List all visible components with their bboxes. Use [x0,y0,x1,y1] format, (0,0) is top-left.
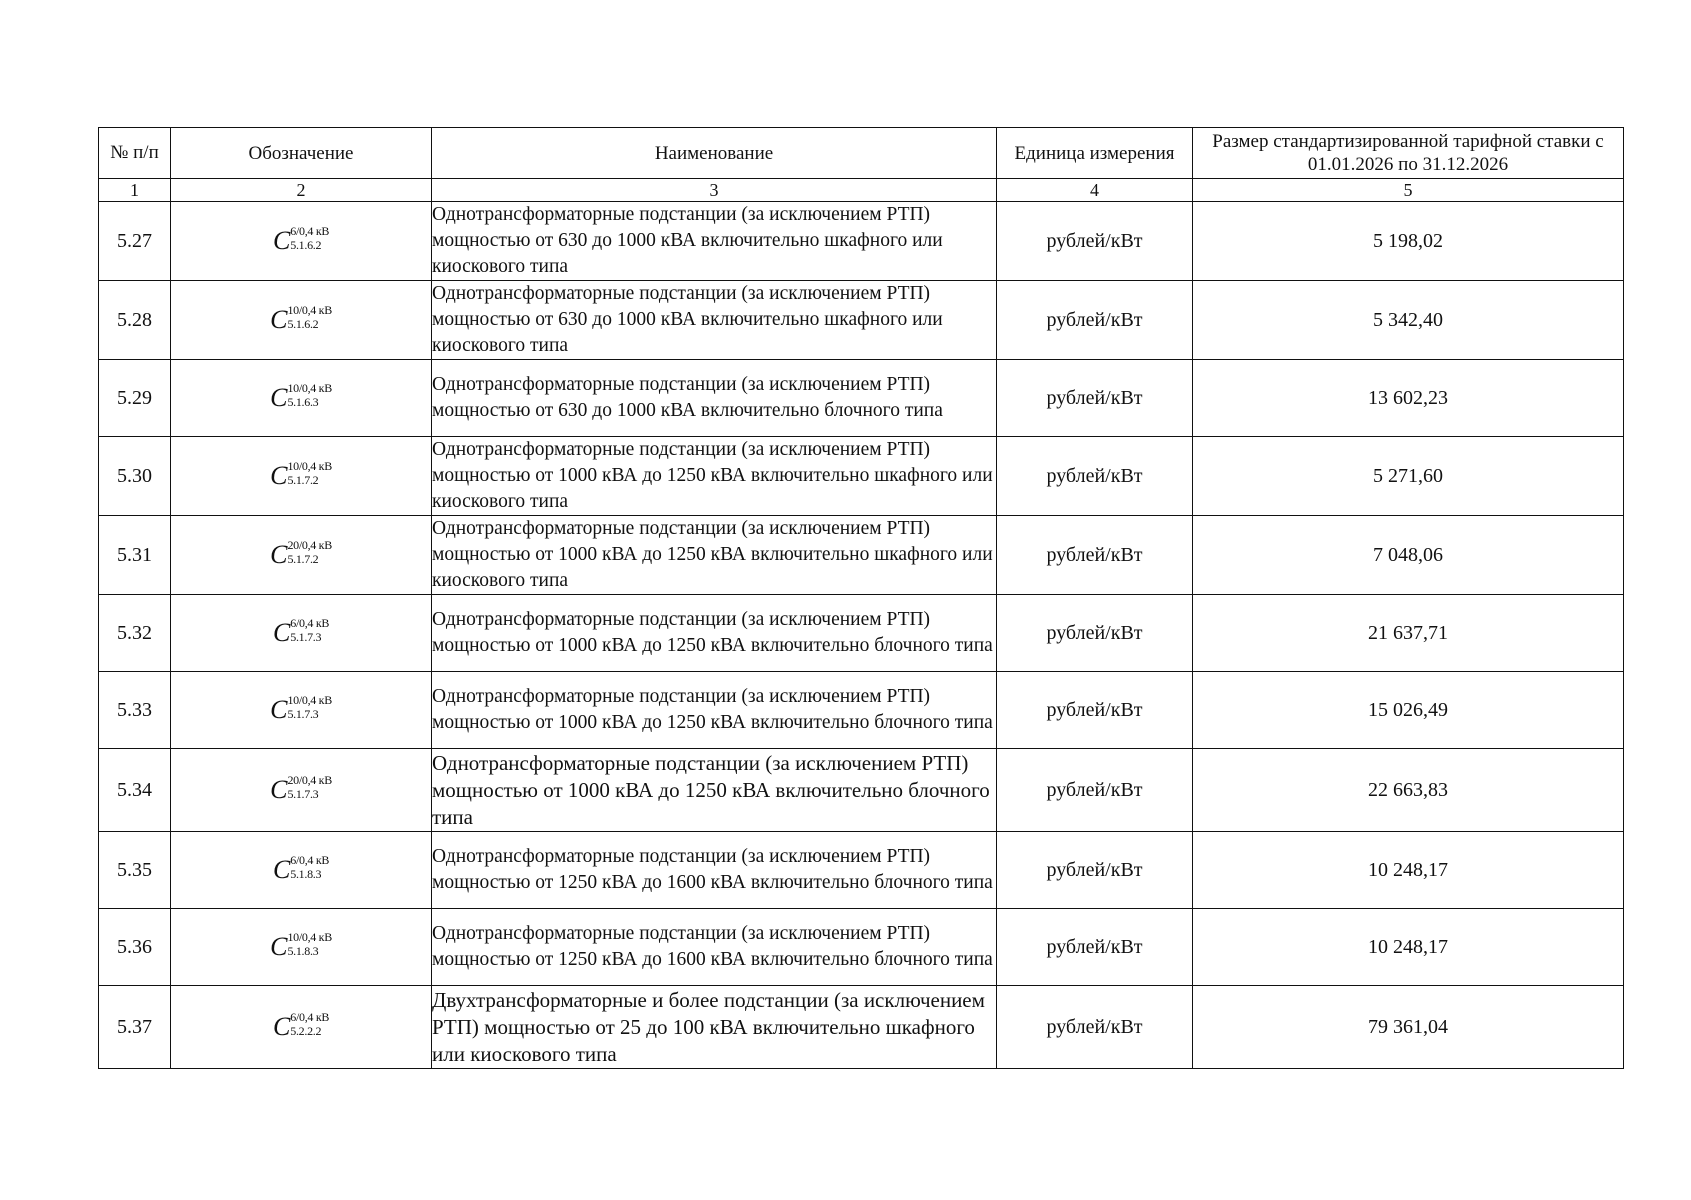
row-name: Однотрансформаторные подстанции (за исключением РТП) мощностью от 1000 кВА до 1250 кВА включительно блочного типа [432,749,997,832]
column-number: 4 [997,179,1193,202]
row-designation [171,672,432,749]
tariff-symbol [273,1012,329,1042]
column-number: 2 [171,179,432,202]
row-designation [171,832,432,909]
row-unit: рублей/кВт [997,437,1193,516]
tariff-symbol [273,855,329,885]
row-number: 5.27 [99,202,171,281]
header-code: Обозначение [171,128,432,179]
symbol-letter: C [272,618,291,647]
tariff-symbol [273,226,329,256]
row-designation [171,281,432,360]
symbol-superscript: 10/0,4 кВ [287,459,332,473]
row-designation [171,595,432,672]
symbol-letter: C [272,1012,291,1041]
row-number: 5.36 [99,909,171,986]
table-row [99,672,1624,749]
row-number: 5.31 [99,516,171,595]
row-number: 5.37 [99,986,171,1069]
column-number: 5 [1193,179,1624,202]
symbol-subscript: 5.1.7.2 [287,473,319,487]
symbol-letter: C [270,383,288,412]
row-number: 5.32 [99,595,171,672]
symbol-subscript: 5.1.8.3 [287,944,319,958]
row-number: 5.29 [99,360,171,437]
row-number: 5.33 [99,672,171,749]
row-name: Однотрансформаторные подстанции (за исключением РТП) мощностью от 630 до 1000 кВА включительно шкафного или киоскового типа [432,202,997,281]
tariff-table [98,127,1624,1069]
row-number: 5.35 [99,832,171,909]
row-value: 5 198,02 [1193,202,1624,281]
row-designation [171,749,432,832]
row-name: Однотрансформаторные подстанции (за исключением РТП) мощностью от 1250 кВА до 1600 кВА включительно блочного типа [432,832,997,909]
document-page [98,127,1623,1069]
column-number: 3 [432,179,997,202]
table-row [99,437,1624,516]
row-value: 10 248,17 [1193,832,1624,909]
symbol-superscript: 20/0,4 кВ [287,773,332,787]
header-value: Размер стандартизированной тарифной ставки с 01.01.2026 по 31.12.2026 [1193,128,1624,179]
row-value: 10 248,17 [1193,909,1624,986]
symbol-subscript: 5.1.6.3 [287,395,319,409]
symbol-letter: C [270,775,288,804]
row-designation [171,437,432,516]
row-unit: рублей/кВт [997,595,1193,672]
row-unit: рублей/кВт [997,516,1193,595]
symbol-subscript: 5.1.6.2 [290,238,322,252]
symbol-subscript: 5.2.2.2 [290,1024,322,1038]
table-row [99,360,1624,437]
row-name: Однотрансформаторные подстанции (за исключением РТП) мощностью от 1000 кВА до 1250 кВА включительно шкафного или киоскового типа [432,516,997,595]
symbol-letter: C [270,695,288,724]
tariff-symbol [270,695,332,725]
row-name: Однотрансформаторные подстанции (за исключением РТП) мощностью от 1000 кВА до 1250 кВА включительно блочного типа [432,672,997,749]
symbol-superscript: 10/0,4 кВ [287,303,332,317]
symbol-letter: C [272,226,291,255]
row-unit: рублей/кВт [997,986,1193,1069]
table-row [99,516,1624,595]
table-row [99,909,1624,986]
row-value: 21 637,71 [1193,595,1624,672]
table-header-row [99,128,1624,179]
row-name: Однотрансформаторные подстанции (за исключением РТП) мощностью от 1000 кВА до 1250 кВА включительно блочного типа [432,595,997,672]
row-name: Однотрансформаторные подстанции (за исключением РТП) мощностью от 1250 кВА до 1600 кВА включительно блочного типа [432,909,997,986]
row-number: 5.28 [99,281,171,360]
symbol-superscript: 10/0,4 кВ [287,693,332,707]
tariff-symbol [270,540,332,570]
row-unit: рублей/кВт [997,202,1193,281]
row-unit: рублей/кВт [997,749,1193,832]
symbol-letter: C [272,855,291,884]
row-name: Двухтрансформаторные и более подстанции (за исключением РТП) мощностью от 25 до 100 кВА включительно шкафного или киоскового типа [432,986,997,1069]
row-designation [171,516,432,595]
tariff-symbol [270,305,332,335]
symbol-superscript: 20/0,4 кВ [287,538,332,552]
header-unit: Единица измерения [997,128,1193,179]
symbol-letter: C [270,461,288,490]
symbol-letter: C [270,932,288,961]
row-number: 5.34 [99,749,171,832]
row-designation [171,360,432,437]
symbol-letter: C [270,305,288,334]
symbol-superscript: 6/0,4 кВ [290,224,330,238]
row-value: 79 361,04 [1193,986,1624,1069]
row-name: Однотрансформаторные подстанции (за исключением РТП) мощностью от 630 до 1000 кВА включительно шкафного или киоскового типа [432,281,997,360]
row-unit: рублей/кВт [997,832,1193,909]
row-value: 22 663,83 [1193,749,1624,832]
tariff-symbol [270,383,332,413]
row-designation [171,909,432,986]
symbol-superscript: 6/0,4 кВ [290,616,330,630]
symbol-subscript: 5.1.7.3 [287,787,319,801]
symbol-superscript: 6/0,4 кВ [290,853,330,867]
symbol-superscript: 10/0,4 кВ [287,381,332,395]
symbol-letter: C [270,540,288,569]
column-number: 1 [99,179,171,202]
row-value: 5 271,60 [1193,437,1624,516]
tariff-symbol [270,775,332,805]
table-row [99,832,1624,909]
row-value: 7 048,06 [1193,516,1624,595]
table-row [99,986,1624,1069]
column-number-row [99,179,1624,202]
row-designation [171,986,432,1069]
symbol-subscript: 5.1.6.2 [287,317,319,331]
symbol-subscript: 5.1.7.3 [287,707,319,721]
table-body [99,202,1624,1069]
row-number: 5.30 [99,437,171,516]
table-row [99,202,1624,281]
row-name: Однотрансформаторные подстанции (за исключением РТП) мощностью от 630 до 1000 кВА включительно блочного типа [432,360,997,437]
row-unit: рублей/кВт [997,672,1193,749]
tariff-symbol [273,618,329,648]
table-row [99,749,1624,832]
row-unit: рублей/кВт [997,360,1193,437]
table-row [99,595,1624,672]
row-value: 15 026,49 [1193,672,1624,749]
row-value: 13 602,23 [1193,360,1624,437]
symbol-subscript: 5.1.7.2 [287,552,319,566]
header-num: № п/п [99,128,171,179]
symbol-superscript: 10/0,4 кВ [287,930,332,944]
tariff-symbol [270,461,332,491]
header-name: Наименование [432,128,997,179]
row-value: 5 342,40 [1193,281,1624,360]
symbol-subscript: 5.1.7.3 [290,630,322,644]
row-name: Однотрансформаторные подстанции (за исключением РТП) мощностью от 1000 кВА до 1250 кВА включительно шкафного или киоскового типа [432,437,997,516]
symbol-subscript: 5.1.8.3 [290,867,322,881]
row-designation [171,202,432,281]
row-unit: рублей/кВт [997,909,1193,986]
symbol-superscript: 6/0,4 кВ [290,1010,330,1024]
row-unit: рублей/кВт [997,281,1193,360]
table-row [99,281,1624,360]
tariff-symbol [270,932,332,962]
